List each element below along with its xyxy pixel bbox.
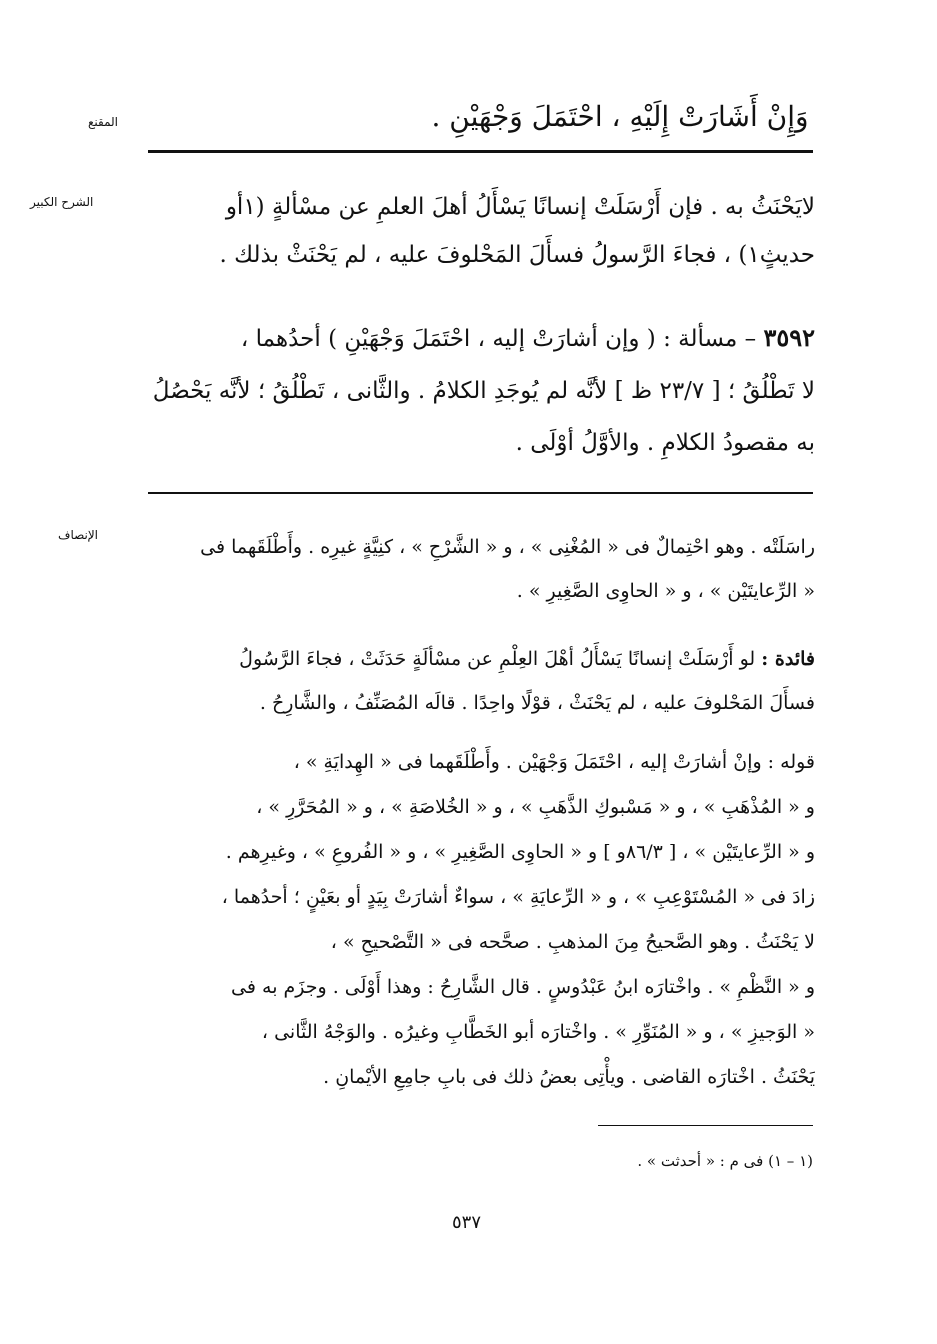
page-number: ٥٣٧ [452, 1212, 482, 1233]
footnote: (١ – ١) فى م : « أحدثت » . [637, 1152, 813, 1170]
qawluh-line: زادَ فى « المُسْتَوْعِبِ » ، و « الرِّعايَةِ » ، سواءٌ أشارَتْ بِيَدٍ أو بعَيْنٍ ؛ أحدُهما ، [221, 886, 815, 908]
qawluh-line: قوله : وإنْ أشارَتْ إليه ، احْتَمَلَ وَجْهَيْن . وأَطْلَقَهما فى « الهِدايَةِ » ، [293, 751, 815, 773]
qawluh-line: و « المُذْهَبِ » ، و « مَسْبوكِ الذَّهَبِ » ، و « الخُلاصَةِ » ، و « المُحَرَّرِ » ، [256, 796, 815, 818]
qawluh-line: و « النَّظْمِ » . واخْتارَه ابنُ عَبْدُوسٍ . قال الشَّارِحُ : وهذا أَوْلَى . وجزَم به فى [231, 976, 815, 998]
masala-line [150, 312, 815, 365]
masala-number: ٣٥٩٢ [763, 323, 815, 352]
insaf-line: راسَلَتْه . وهو احْتِمالٌ فى « المُغْنِى » ، و « الشَّرْحِ » ، كنِيَّةٍ غيرِه . وأَطْلَقَهما فى [200, 536, 815, 558]
qawluh-line: يَحْنَثُ . اخْتارَه القاضى . ويأْتِى بعضُ ذلك فى بابِ جامِعِ الأيْمانِ . [323, 1066, 815, 1088]
faida-line: فسأَلَ المَحْلوفَ عليه ، لم يَحْنَثْ ، قوْلًا واحِدًا . قالَه المُصَنِّفُ ، والشَّارِحُ . [259, 692, 815, 714]
masala-line: لا تَطْلُقُ ؛ [ ٢٣/٧ ظ ] لأنَّه لم يُوجَدِ الكلامُ . والثَّانى ، تَطْلُقُ ؛ لأنَّه يَحْصُلُ [152, 378, 815, 404]
insaf-intro-block [150, 525, 815, 613]
matn-text: وَإِنْ أَشَارَتْ إِلَيْهِ ، احْتَمَلَ وَجْهَيْنِ . [431, 100, 809, 133]
qawluh-block [150, 740, 815, 1100]
masala-block [150, 312, 815, 469]
faida-text: لو أَرْسَلَتْ إنسانًا يَسْأَلُ أهْلَ العِلْمِ عن مسْألَةٍ حَدَثَتْ ، فجاءَ الرَّسُولُ [239, 648, 756, 670]
faida-label: فائدة : [761, 648, 815, 670]
qawluh-line: و « الرِّعايتَيْن » ، [ ٨٦/٣و ] و « الحاوِى الصَّغِيرِ » ، و « الفُروعِ » ، وغيرِهم . [225, 841, 815, 863]
masala-line: به مقصودُ الكلامِ . والأوَّلُ أوْلَى . [515, 430, 815, 456]
faida-line [150, 637, 815, 681]
label-sharh: الشرح الكبير [30, 195, 94, 209]
insaf-line: « الرِّعايتَيْن » ، و « الحاوِى الصَّغِيرِ » . [516, 580, 815, 602]
matn-rule [148, 150, 813, 153]
insaf-rule [148, 492, 813, 494]
qawluh-line: لا يَحْنَثُ . وهو الصَّحيحُ مِنَ المذهبِ . صحَّحه فى « التَّصْحيحِ » ، [330, 931, 815, 953]
label-muqni: المقنع [88, 115, 119, 129]
sharh-line: حديثٍ١) ، فجاءَ الرَّسولُ فسأَلَ المَحْلوفَ عليه ، لم يَحْنَثْ بذلك . [219, 242, 815, 268]
footnote-rule [598, 1125, 813, 1126]
masala-heading: – مسألة : ( وإن أشارَتْ إليه ، احْتَمَلَ وَجْهَيْنِ ) أحدُهما ، [240, 326, 757, 352]
faida-block [150, 637, 815, 725]
label-insaf: الإنصاف [58, 528, 99, 542]
sharh-line: لايَحْنَثُ به . فإن أَرْسَلَتْ إنسانًا يَسْأَلُ أهلَ العلمِ عن مسْألةٍ (١أو [225, 194, 815, 220]
sharh-block [150, 183, 815, 279]
qawluh-line: « الوَجيزِ » ، و « المُنَوِّرِ » . واخْتارَه أبو الخَطَّابِ وغيرُه . والوَجْهُ الثَّانى ، [261, 1021, 815, 1043]
